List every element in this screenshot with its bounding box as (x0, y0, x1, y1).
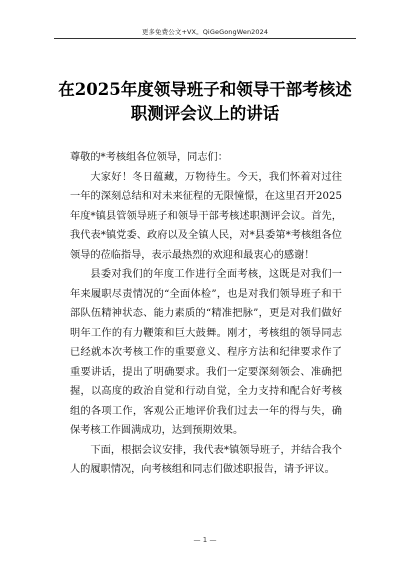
paragraph-opening: 大家好！冬日蕴藏，万物待生。今天，我们怀着对过往一年的深刻总结和对未来征程的无限憧憬，在这里召开2025年度*镇县管领导班子和领导干部考核述职测评会议。首先，我代表*镇党委、政府以及全镇人民，对*县委第*考核组各位领导的莅临指导，表示最热烈的欢迎和最衷心的感谢！ (70, 171, 342, 261)
header-note: 更多免费公文+VX。QiGeGongWen2024 (141, 28, 269, 36)
title-line-1: 在2025年度领导班子和领导干部考核述 (58, 80, 352, 99)
page-number: — 1 — (193, 536, 217, 544)
salutation: 尊敬的*考核组各位领导，同志们： (70, 152, 228, 163)
document-body (70, 148, 342, 480)
title-line-2: 职测评会议上的讲话 (130, 104, 280, 123)
header-divider (54, 38, 356, 39)
paragraph-assessment: 县委对我们的年度工作进行全面考核，这既是对我们一年来履职尽责情况的“全面体检”，也是对我们领导班子和干部队伍精神状态、能力素质的“精准把脉”，更是对我们做好明年工作的有力鞭策和巨大鼓舞。刚才，考核组的领导同志已经就本次考核工作的重要意义、程序方法和纪律要求作了重要讲话，提出了明确要求。我们一定要深刻领会、准确把握，以高度的政治自觉和行动自觉，全力支持和配合好考核组的各项工作，客观公正地评价我们过去一年的得与失，确保考核工作圆满成功，达到预期效果。 (70, 269, 342, 436)
paragraph-report-intro: 下面，根据会议安排，我代表*镇领导班子，并结合我个人的履职情况，向考核组和同志们做述职报告，请予评议。 (70, 444, 342, 475)
document-title (40, 78, 370, 126)
